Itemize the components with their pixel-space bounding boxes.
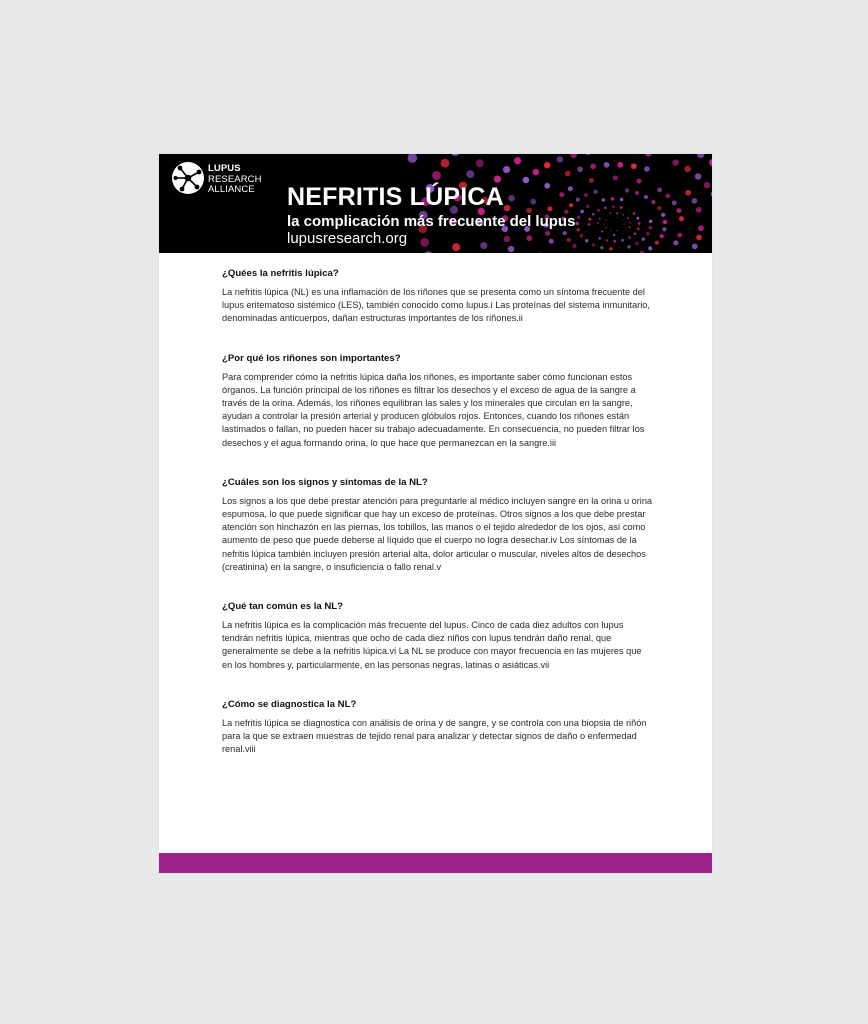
section-heading: ¿Cuáles son los signos y síntomas de la NL? <box>222 476 428 488</box>
section-diagnosis <box>222 699 654 757</box>
section-paragraph: Los signos a los que debe prestar atención para preguntarle al médico incluyen sangre en la orina u orina espumosa, lo que puede significar que hay un exceso de proteínas. Otros signos a los que debe prestar atención son hinchazón en las piernas, los tobillos, las manos o el tejido alrededor de los ojos, así como aumento de peso que puede deberse al líquido que el cuerpo no logra desechar.iv Los síntomas de la nefritis lúpica también incluyen presión arterial alta, dolor articular o muscular, niveles altos de desechos (creatinina) en la sangre, o insuficiencia o fallo renal.v <box>222 495 653 572</box>
page-subtitle: la complicación más frecuente del lupus <box>287 213 576 230</box>
section-signs-symptoms <box>222 477 654 574</box>
logo-line-1: LUPUS <box>208 163 241 174</box>
lupus-research-alliance-logo-icon <box>171 161 205 195</box>
website-url: lupusresearch.org <box>287 230 408 247</box>
section-what-is <box>222 268 654 326</box>
footer-bar <box>159 853 712 873</box>
document-page <box>159 154 712 873</box>
section-heading: ¿Cómo se diagnostica la NL? <box>222 698 357 710</box>
section-heading: ¿Qué tan común es la NL? <box>222 601 344 613</box>
section-paragraph: La nefritis lúpica es la complicación más frecuente del lupus. Cinco de cada diez adultos con lupus tendrán nefritis lúpica, mientras que ocho de cada diez niños con lupus tendrán daño renal, que generalmente se debe a la nefritis lúpica.vi La NL se produce con mayor frecuencia en las mujeres que en los hombres y, particularmente, en las personas negras, latinas o asiáticas.vii <box>222 620 642 670</box>
logo-line-3: ALLIANCE <box>208 184 255 195</box>
document-body <box>222 268 654 783</box>
page-title: NEFRITIS LÚPICA <box>287 183 504 211</box>
section-why-kidneys <box>222 353 654 450</box>
section-how-common <box>222 601 654 672</box>
section-paragraph: La nefritis lúpica (NL) es una inflamación de los riñones que se presenta como un síntoma frecuente del lupus eritematoso sistémico (LES), también conocido como lupus.i Las proteínas del sistema inmunitario, denominadas anticuerpos, dañan estructuras importantes de los riñones.ii <box>222 287 650 324</box>
section-paragraph: La nefritis lúpica se diagnostica con análisis de orina y de sangre, y se controla con una biopsia de riñón para la que se extraen muestras de tejido renal para analizar y detectar signos de daño o enfermedad renal.viii <box>222 717 647 755</box>
section-heading: ¿Quées la nefritis lúpica? <box>222 268 339 279</box>
logo <box>171 161 291 201</box>
logo-wordmark <box>208 164 262 196</box>
section-paragraph: Para comprender cómo la nefritis lúpica daña los riñones, es importante saber cómo funcionan estos órganos. La función principal de los riñones es filtrar los desechos y el exceso de agua de la sangre a través de la orina. Además, los riñones equilibran las sales y los minerales que circulan en la sangre, ayudan a controlar la presión arterial y producen glóbulos rojos. Entonces, cuando los riñones están lastimados o fallan, no pueden hacer su trabajo adecuadamente. En consecuencia, no pueden filtrar los desechos y el agua formando orina, lo que hace que permanezcan en la sangre.iii <box>222 371 645 448</box>
logo-line-2: RESEARCH <box>208 173 262 185</box>
header-banner <box>159 154 712 253</box>
section-heading: ¿Por qué los riñones son importantes? <box>222 352 401 364</box>
